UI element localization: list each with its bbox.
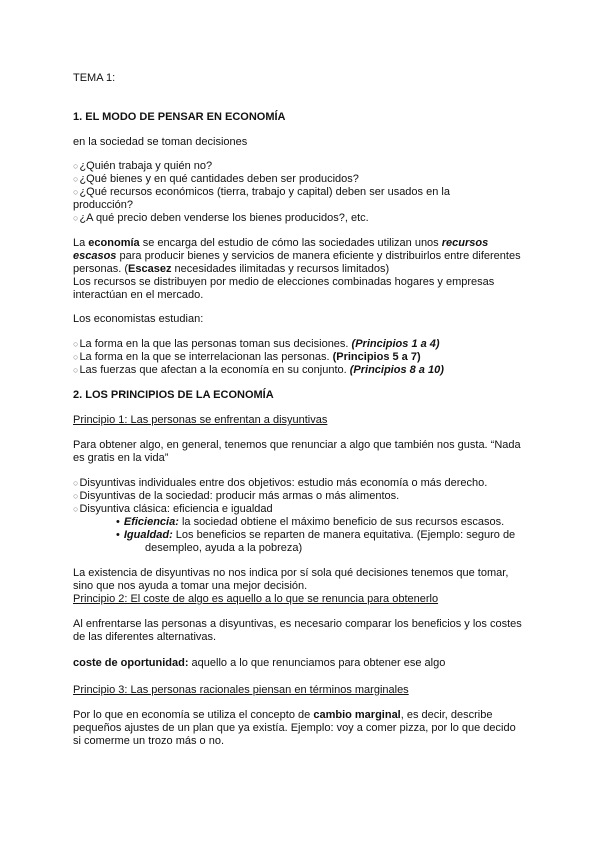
question-item: ○¿Quién trabaja y quién no? xyxy=(73,160,213,172)
intro-line: en la sociedad se toman decisiones xyxy=(73,136,248,148)
principio-1-conclusion: sino que nos ayuda a tomar una mejor decisión. xyxy=(73,580,308,592)
principio-2-title: Principio 2: El coste de algo es aquello a lo que se renuncia para obtenerlo xyxy=(73,593,439,605)
economia-paragraph-line: personas. (Escasez necesidades ilimitadas y recursos limitados) xyxy=(73,263,390,275)
question-item: ○¿Qué recursos económicos (tierra, trabajo y capital) deben ser usados en la xyxy=(73,186,450,198)
economia-paragraph-line: escasos para producir bienes y servicios de manera eficiente y distribuirlos entre diferentes xyxy=(73,250,521,262)
circle-bullet-icon: ○ xyxy=(73,161,79,171)
principio-1-conclusion: La existencia de disyuntivas no nos indica por sí sola qué decisiones tenemos que tomar, xyxy=(73,567,509,579)
disyuntiva-item: ○Disyuntivas de la sociedad: producir más armas o más alimentos. xyxy=(73,490,400,502)
estudian-intro: Los economistas estudian: xyxy=(73,313,204,325)
circle-bullet-icon: ○ xyxy=(73,491,79,501)
question-item-continuation: producción? xyxy=(73,199,133,211)
question-item: ○¿A qué precio deben venderse los bienes producidos?, etc. xyxy=(73,212,369,224)
heading-1: 1. EL MODO DE PENSAR EN ECONOMÍA xyxy=(73,111,286,123)
estudian-item: ○La forma en la que se interrelacionan las personas. (Principios 5 a 7) xyxy=(73,351,421,363)
circle-bullet-icon: ○ xyxy=(73,213,79,223)
principio-1-text: Para obtener algo, en general, tenemos que renunciar a algo que también nos gusta. “Nada xyxy=(73,439,521,451)
igualdad-item-continuation: desempleo, ayuda a la pobreza) xyxy=(145,542,303,554)
estudian-item: ○La forma en la que las personas toman sus decisiones. (Principios 1 a 4) xyxy=(73,338,440,350)
tema-label: TEMA 1: xyxy=(73,72,116,84)
igualdad-item: • Igualdad: Los beneficios se reparten de manera equitativa. (Ejemplo: seguro de xyxy=(116,529,516,541)
circle-bullet-icon: ○ xyxy=(73,478,79,488)
principio-1-text: es gratis en la vida” xyxy=(73,452,169,464)
economia-paragraph-line: La economía se encarga del estudio de cómo las sociedades utilizan unos recursos xyxy=(73,237,489,249)
principio-3-text: Por lo que en economía se utiliza el concepto de cambio marginal, es decir, describe xyxy=(73,709,493,721)
circle-bullet-icon: ○ xyxy=(73,352,79,362)
circle-bullet-icon: ○ xyxy=(73,187,79,197)
bullet-dot-icon: • xyxy=(116,529,120,541)
circle-bullet-icon: ○ xyxy=(73,504,79,514)
estudian-item: ○Las fuerzas que afectan a la economía en su conjunto. (Principios 8 a 10) xyxy=(73,364,444,376)
principio-3-text: si comerme un trozo más o no. xyxy=(73,735,225,747)
economia-paragraph-line: Los recursos se distribuyen por medio de elecciones combinadas hogares y empresas xyxy=(73,276,495,288)
disyuntiva-item: ○Disyuntivas individuales entre dos objetivos: estudio más economía o más derecho. xyxy=(73,477,488,489)
question-item: ○¿Qué bienes y en qué cantidades deben ser producidos? xyxy=(73,173,359,185)
principio-3-text: pequeños ajustes de un plan que ya existía. Ejemplo: voy a comer pizza, por lo que decido xyxy=(73,722,516,734)
bullet-dot-icon: • xyxy=(116,516,120,528)
principio-3-title: Principio 3: Las personas racionales piensan en términos marginales xyxy=(73,684,409,696)
economia-paragraph-line: interactúan en el mercado. xyxy=(73,289,204,301)
principio-2-text: Al enfrentarse las personas a disyuntivas, es necesario comparar los beneficios y los costes xyxy=(73,618,522,630)
heading-2: 2. LOS PRINCIPIOS DE LA ECONOMÍA xyxy=(73,389,274,401)
disyuntiva-item: ○Disyuntiva clásica: eficiencia e igualdad xyxy=(73,503,273,515)
coste-oportunidad-definition: coste de oportunidad: aquello a lo que renunciamos para obtener ese algo xyxy=(73,657,446,669)
circle-bullet-icon: ○ xyxy=(73,365,79,375)
principio-1-title: Principio 1: Las personas se enfrentan a disyuntivas xyxy=(73,414,328,426)
circle-bullet-icon: ○ xyxy=(73,174,79,184)
eficiencia-item: • Eficiencia: la sociedad obtiene el máximo beneficio de sus recursos escasos. xyxy=(116,516,505,528)
circle-bullet-icon: ○ xyxy=(73,339,79,349)
principio-2-text: de las diferentes alternativas. xyxy=(73,631,217,643)
